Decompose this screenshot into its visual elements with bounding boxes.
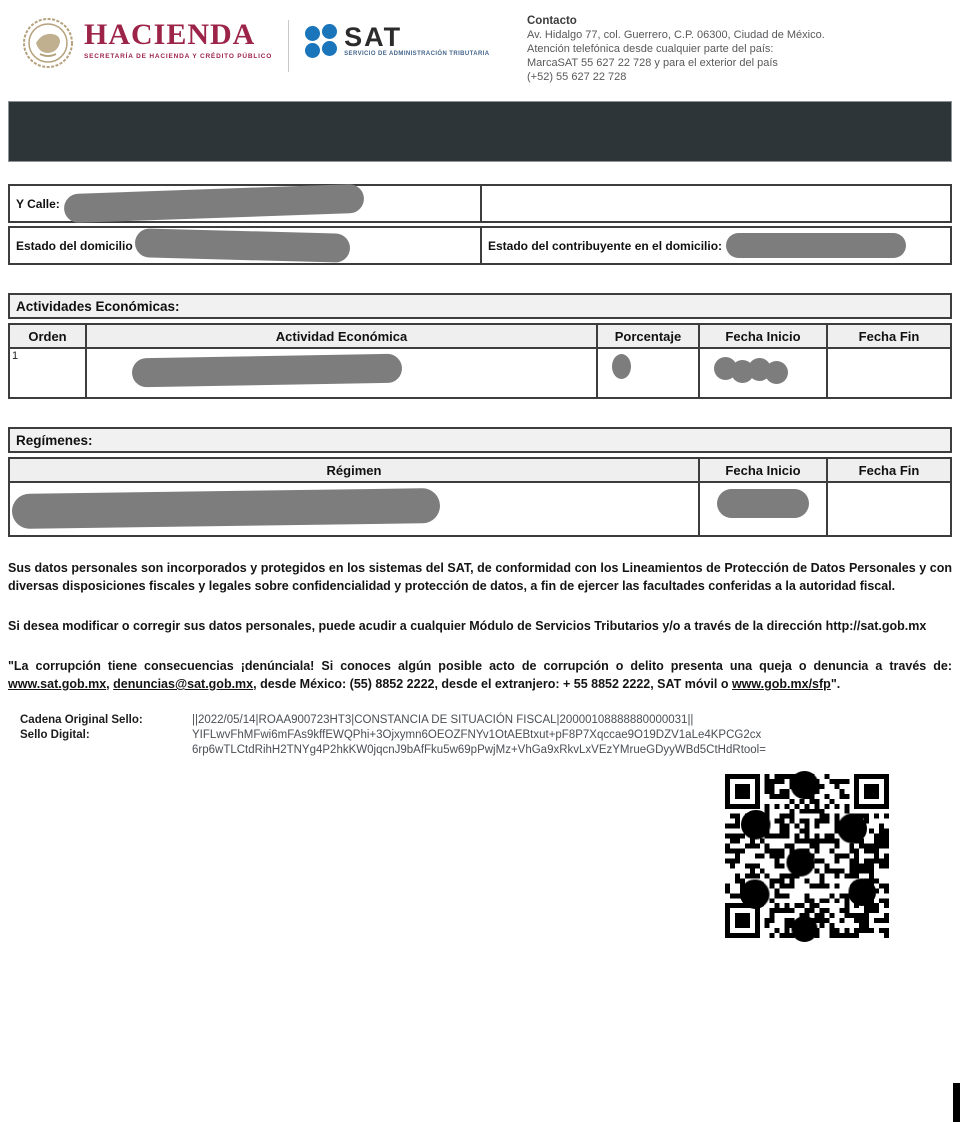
table-row <box>8 184 952 223</box>
column-header-fecha-inicio: Fecha Inicio <box>700 459 828 483</box>
cadena-original-label: Cadena Original Sello: <box>20 714 143 726</box>
column-header-regimen: Régimen <box>10 459 700 483</box>
paragraph-modificar-datos: Si desea modificar o corregir sus datos personales, puede acudir a cualquier Módulo de Servicios Tributarios y/o a través de la dirección http://sat.gob.mx <box>8 619 927 633</box>
column-header-fecha-fin: Fecha Fin <box>828 459 950 483</box>
empty-cell <box>828 483 950 535</box>
sat-logo <box>305 24 489 57</box>
redaction-blob <box>12 488 440 529</box>
denuncia-text: ". <box>830 677 841 691</box>
sello-digital-label: Sello Digital: <box>20 729 90 741</box>
sat-dot <box>305 26 320 41</box>
column-header-orden: Orden <box>10 325 87 349</box>
table-header-row <box>10 325 950 349</box>
redacted-title-banner <box>8 101 952 162</box>
denuncia-text: "La corrupción tiene consecuencias ¡denúnciala! Si conoces algún posible acto de corrupción o delito presenta una queja o denuncia a través de: <box>8 659 952 673</box>
sello-digital-value <box>192 728 952 758</box>
column-header-actividad: Actividad Económica <box>87 325 598 349</box>
contact-block <box>527 14 952 84</box>
link-gob-mx-sfp[interactable]: www.gob.mx/sfp <box>731 677 831 691</box>
contact-line-intl-phone: (+52) 55 627 22 728 <box>527 71 627 83</box>
contact-line-marcasat: MarcaSAT 55 627 22 728 y para el exterior del país <box>527 57 778 69</box>
redaction-blob <box>612 354 631 379</box>
sat-wordmark: SAT <box>344 22 403 52</box>
address-table <box>8 184 952 265</box>
link-sat-gob-mx[interactable]: www.sat.gob.mx <box>8 677 107 691</box>
hacienda-wordmark: HACIENDA <box>84 18 256 51</box>
redaction-blob <box>132 354 402 388</box>
orden-value: 1 <box>12 350 19 362</box>
empty-cell <box>482 186 950 221</box>
denuncia-text: , <box>106 677 114 691</box>
contact-line-phone-intro: Atención telefónica desde cualquier parte del país: <box>527 43 774 55</box>
estado-contribuyente-label: Estado del contribuyente en el domicilio: <box>488 238 723 253</box>
hacienda-subtitle: SECRETARÍA DE HACIENDA Y CRÉDITO PÚBLICO <box>84 53 273 60</box>
redaction-blob <box>134 228 350 263</box>
contact-title: Contacto <box>527 15 577 27</box>
denuncia-text: , desde México: (55) 8852 2222, desde el extranjero: + 55 8852 2222, SAT móvil o <box>253 677 732 691</box>
y-calle-label: Y Calle: <box>16 196 60 211</box>
sello-digital-line: 6rp6wTLCtdRihH2TNYg4P2hkKW0jqcnJ9bAfFku5w69pPwjMz+VhGa9xRkvLxVEzYMrueGDyyWBd5CtHdRtool= <box>192 744 766 756</box>
actividades-table <box>8 323 952 399</box>
regimenes-table <box>8 457 952 537</box>
qr-code <box>721 770 893 942</box>
y-calle-cell <box>10 186 482 221</box>
redaction-blob <box>717 489 809 518</box>
logo-divider <box>288 20 289 72</box>
hacienda-logo <box>84 20 272 60</box>
sat-dot <box>322 24 337 39</box>
column-header-fecha-inicio: Fecha Inicio <box>700 325 828 349</box>
hacienda-seal-icon <box>22 16 74 75</box>
column-header-fecha-fin: Fecha Fin <box>828 325 950 349</box>
sat-subtitle: SERVICIO DE ADMINISTRACIÓN TRIBUTARIA <box>344 51 490 57</box>
paragraph-denuncia <box>8 657 952 693</box>
estado-domicilio-label: Estado del domicilio <box>16 238 133 253</box>
cadena-original-value: ||2022/05/14|ROAA900723HT3|CONSTANCIA DE SITUACIÓN FISCAL|20000108888880000031|| <box>192 714 694 726</box>
estado-domicilio-cell <box>10 228 482 263</box>
sello-digital-line: YIFLwvFhMFwi6mFAs9kffEWQPhi+3Ojxymn6OEOZFNYv1OtAEBtxut+pF8P7Xqccae9O19DZV1aLe4KPCG2cx <box>192 729 762 741</box>
contact-line-address: Av. Hidalgo 77, col. Guerrero, C.P. 06300, Ciudad de México. <box>527 29 825 41</box>
scan-edge-mark <box>953 1083 960 1122</box>
column-header-porcentaje: Porcentaje <box>598 325 700 349</box>
sat-dot <box>322 41 337 56</box>
table-header-row <box>10 459 950 483</box>
empty-cell <box>828 349 950 397</box>
redaction-blob <box>714 357 737 380</box>
table-row <box>10 483 950 535</box>
sat-dot <box>305 43 320 58</box>
redaction-blob <box>63 184 364 223</box>
sat-dots-icon <box>305 24 337 56</box>
link-denuncias-email[interactable]: denuncias@sat.gob.mx <box>113 677 254 691</box>
table-row <box>10 349 950 397</box>
sello-block <box>20 713 952 758</box>
redaction-blob <box>726 233 906 258</box>
regimenes-section-header: Regímenes: <box>8 427 952 453</box>
qr-code-container <box>0 770 960 942</box>
paragraph-datos-personales: Sus datos personales son incorporados y protegidos en los sistemas del SAT, de conformidad con los Lineamientos de Protección de Datos Personales y con diversas disposiciones fiscales y legales sobre confidencialidad y protección de datos, a fin de ejercer las facultades conferidas a la autoridad fiscal. <box>8 561 952 593</box>
table-row <box>8 226 952 265</box>
document-header <box>0 0 960 84</box>
actividades-section-header: Actividades Económicas: <box>8 293 952 319</box>
estado-contribuyente-cell <box>482 228 950 263</box>
